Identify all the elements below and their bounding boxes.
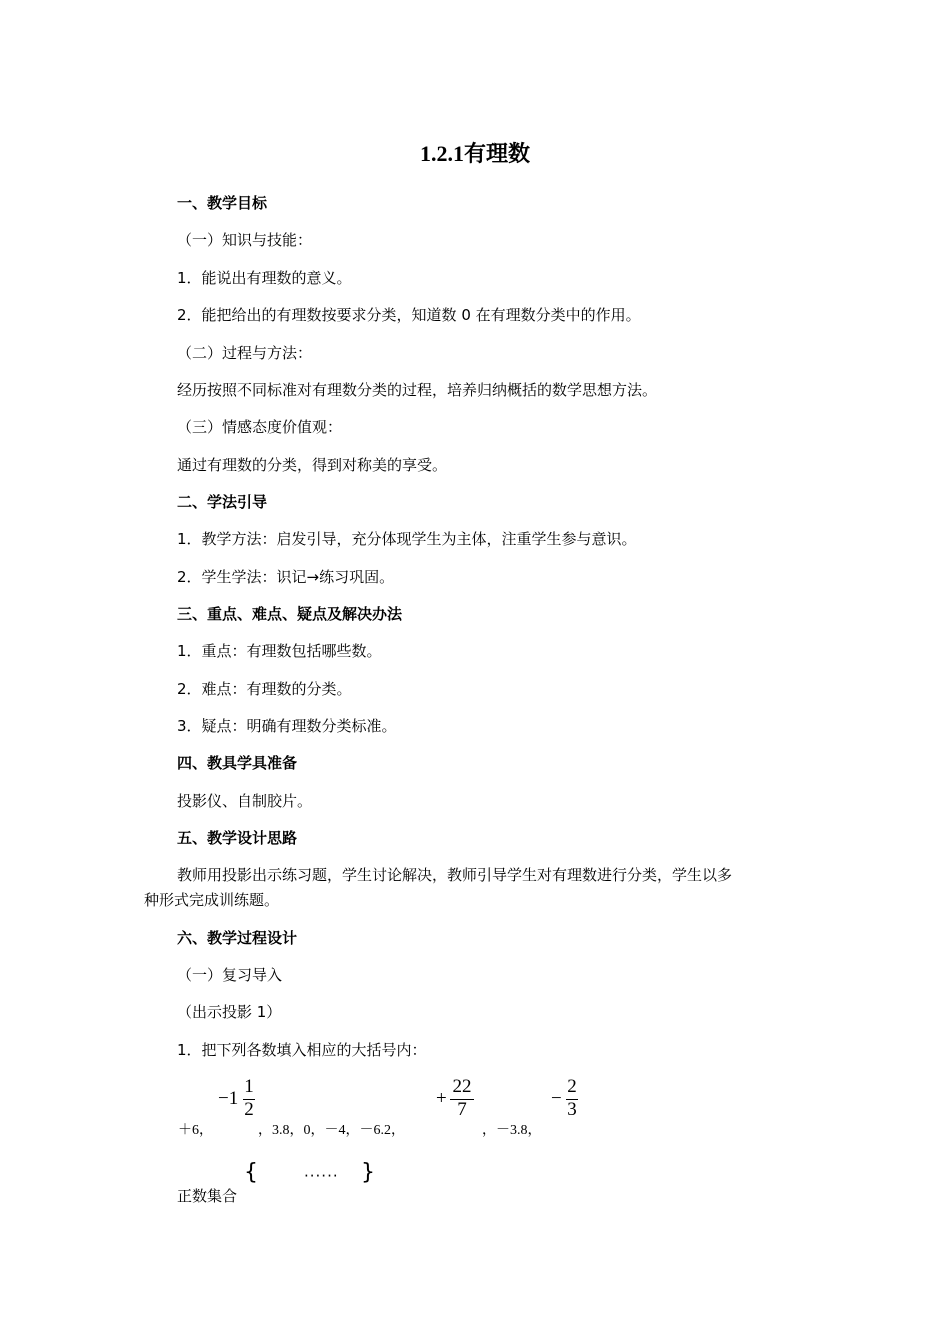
keypoint-item-1: 1．重点：有理数包括哪些数。 <box>177 642 382 660</box>
exercise-1: 1．把下列各数填入相应的大括号内： <box>177 1041 427 1059</box>
method-item-1: 1．教学方法：启发引导，充分体现学生为主体，注重学生参与意识。 <box>177 530 637 548</box>
keypoint-item-3: 3．疑点：明确有理数分类标准。 <box>177 717 397 735</box>
process-text: 经历按照不同标准对有理数分类的过程，培养归纳概括的数学思想方法。 <box>177 381 658 399</box>
set-left-brace: { <box>244 1160 258 1185</box>
section-heading-tools: 四、教具学具准备 <box>177 754 298 772</box>
set-dots: ······ <box>304 1167 339 1185</box>
numbers-part-c: ，－3.8， <box>482 1123 542 1138</box>
document-title: 1.2.1有理数 <box>419 141 530 167</box>
objective-item-2: 2．能把给出的有理数按要求分类，知道数 0 在有理数分类中的作用。 <box>177 306 641 324</box>
tools-text: 投影仪、自制胶片。 <box>177 792 313 810</box>
set-right-brace: } <box>361 1160 375 1185</box>
subheading-knowledge: （一）知识与技能： <box>177 231 313 249</box>
keypoint-item-2: 2．难点：有理数的分类。 <box>177 680 352 698</box>
section-heading-objectives: 一、教学目标 <box>177 194 268 212</box>
section-heading-method: 二、学法引导 <box>177 493 268 511</box>
subheading-review: （一）复习导入 <box>177 966 283 984</box>
attitude-text: 通过有理数的分类，得到对称美的享受。 <box>177 456 448 474</box>
subheading-process: （二）过程与方法： <box>177 344 313 362</box>
projection-note: （出示投影 1） <box>177 1003 282 1021</box>
section-heading-process-design: 六、教学过程设计 <box>177 929 298 947</box>
section-heading-keypoints: 三、重点、难点、疑点及解决办法 <box>177 605 403 623</box>
numbers-part-a: ＋6， <box>178 1123 213 1138</box>
positive-set-label: 正数集合 <box>177 1187 238 1205</box>
design-text-line-2: 种形式完成训练题。 <box>144 891 280 909</box>
objective-item-1: 1．能说出有理数的意义。 <box>177 269 352 287</box>
method-item-2: 2．学生学法：识记→练习巩固。 <box>177 568 395 586</box>
subheading-attitude: （三）情感态度价值观： <box>177 418 343 436</box>
section-heading-design: 五、教学设计思路 <box>177 829 298 847</box>
design-text-line-1: 教师用投影出示练习题，学生讨论解决，教师引导学生对有理数进行分类，学生以多 <box>177 866 733 884</box>
numbers-part-b: ，3.8，0，－4，－6.2， <box>258 1123 405 1138</box>
